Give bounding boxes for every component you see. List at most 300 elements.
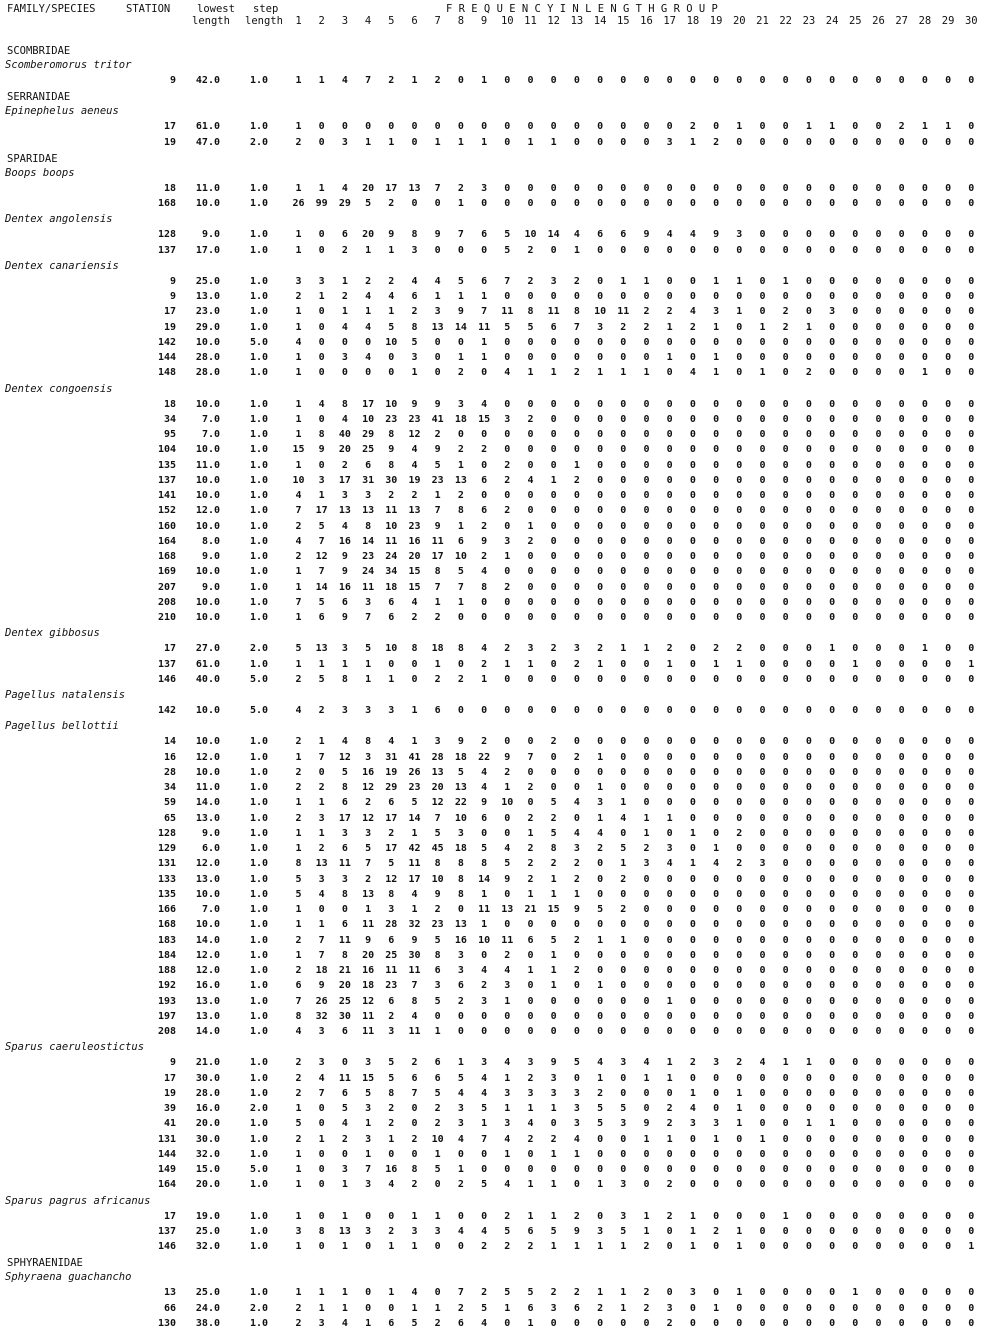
frequency-cell: 23 [385,980,398,992]
frequency-cell: 0 [736,75,743,86]
frequency-cell: 0 [805,1210,812,1222]
frequency-cell: 1 [295,919,302,931]
frequency-cell: 14 [547,229,560,241]
frequency-cell: 0 [875,121,882,133]
frequency-cell: 0 [829,336,836,348]
step-length-cell: 1.0 [249,949,268,961]
frequency-cell: 4 [504,1133,511,1145]
frequency-cell: 0 [921,1225,928,1237]
frequency-cell: 0 [643,551,650,562]
frequency-cell: 0 [782,1302,789,1314]
frequency-cell: 6 [550,321,557,333]
frequency-cell: 0 [852,244,859,256]
frequency-cell: 0 [527,566,534,578]
frequency-cell: 2 [643,306,650,318]
frequency-cell: 99 [315,198,328,209]
frequency-cell: 0 [759,995,766,1007]
frequency-cell: 5 [318,596,325,608]
frequency-cell: 2 [388,1010,395,1022]
step-length-cell: 1.0 [249,429,268,440]
frequency-cell: 0 [852,797,859,809]
frequency-cell: 0 [550,782,557,793]
frequency-cell: 0 [643,797,650,809]
lowest-length-cell: 9.0 [201,581,220,593]
frequency-cell: 9 [341,551,348,562]
frequency-cell: 1 [457,520,464,532]
frequency-cell: 5 [481,1302,488,1314]
frequency-cell: 0 [620,827,627,839]
frequency-cell: 0 [597,429,604,440]
frequency-cell: 1 [434,490,441,501]
frequency-cell: 3 [550,1072,557,1084]
frequency-cell: 0 [782,1225,789,1237]
frequency-cell: 2 [573,275,580,287]
frequency-cell: 0 [504,398,511,410]
step-length-cell: 2.0 [249,643,268,655]
lowest-length-cell: 11.0 [195,782,220,793]
frequency-cell: 0 [782,121,789,133]
frequency-cell: 0 [550,520,557,532]
frequency-cell: 0 [898,1179,905,1191]
frequency-cell: 0 [388,1210,395,1222]
frequency-cell: 0 [805,843,812,854]
frequency-title: F R E Q U E N C Y I N L E N G T H G R O U P [446,3,718,15]
frequency-cell: 3 [434,306,441,318]
frequency-cell: 1 [597,782,604,793]
frequency-cell: 11 [362,919,375,931]
frequency-cell: 0 [945,658,952,670]
species-name: Sphyraena guachancho [5,1271,132,1284]
frequency-cell: 2 [504,1241,511,1252]
frequency-cell: 0 [898,1317,905,1329]
frequency-cell: 0 [782,995,789,1007]
frequency-cell: 0 [318,136,325,148]
length-group-4: 4 [364,15,372,27]
lowest-length-cell: 28.0 [195,367,220,379]
frequency-cell: 0 [852,858,859,870]
frequency-cell: 0 [805,1179,812,1191]
frequency-cell: 0 [898,904,905,915]
lowest-length-cell: 10.0 [195,736,220,748]
frequency-cell: 5 [388,1057,395,1069]
frequency-cell: 11 [362,581,375,593]
frequency-cell: 1 [295,1287,302,1299]
lowest-length-cell: 10.0 [195,398,220,410]
frequency-cell: 0 [550,1010,557,1022]
frequency-cell: 9 [550,1057,557,1069]
step-length-cell: 1.0 [249,275,268,287]
frequency-cell: 0 [759,229,766,241]
frequency-cell: 2 [527,535,534,547]
frequency-cell: 0 [875,1118,882,1130]
frequency-cell: 0 [968,535,975,547]
frequency-cell: 7 [573,321,580,333]
frequency-cell: 0 [782,1087,789,1099]
frequency-cell: 13 [362,888,375,900]
frequency-cell: 41 [431,413,444,425]
frequency-cell: 0 [805,1148,812,1160]
frequency-cell: 0 [875,1010,882,1022]
frequency-cell: 1 [318,291,325,302]
frequency-cell: 0 [875,367,882,379]
step-length-cell: 1.0 [249,751,268,763]
frequency-cell: 1 [573,459,580,471]
frequency-cell: 0 [736,995,743,1007]
frequency-cell: 4 [713,858,720,870]
frequency-cell: 15 [408,581,421,593]
frequency-cell: 0 [713,751,720,763]
frequency-cell: 0 [921,673,928,685]
frequency-cell: 5 [457,566,464,578]
frequency-cell: 0 [550,413,557,425]
frequency-cell: 0 [597,919,604,931]
frequency-cell: 10 [454,551,467,562]
frequency-cell: 4 [411,1287,418,1299]
frequency-cell: 5 [550,1225,557,1237]
frequency-cell: 1 [713,321,720,333]
frequency-cell: 2 [295,520,302,532]
frequency-cell: 1 [620,934,627,946]
frequency-cell: 0 [643,1026,650,1037]
frequency-cell: 2 [365,797,372,809]
frequency-cell: 0 [573,980,580,992]
frequency-cell: 0 [805,535,812,547]
frequency-cell: 0 [550,244,557,256]
frequency-cell: 3 [689,1118,696,1130]
frequency-cell: 1 [341,306,348,318]
frequency-cell: 0 [875,949,882,961]
frequency-cell: 0 [782,1133,789,1145]
frequency-cell: 0 [805,1072,812,1084]
frequency-cell: 0 [504,520,511,532]
frequency-cell: 0 [597,995,604,1007]
frequency-cell: 0 [968,520,975,532]
frequency-cell: 0 [805,352,812,363]
frequency-cell: 0 [620,198,627,209]
frequency-cell: 2 [597,1302,604,1314]
frequency-cell: 0 [504,136,511,148]
frequency-cell: 1 [666,995,673,1007]
frequency-cell: 2 [434,429,441,440]
frequency-cell: 0 [921,75,928,86]
frequency-cell: 3 [620,1118,627,1130]
frequency-cell: 0 [666,505,673,517]
frequency-cell: 0 [805,782,812,793]
frequency-cell: 11 [408,965,421,976]
frequency-cell: 0 [713,244,720,256]
frequency-cell: 0 [643,1010,650,1022]
family-heading: SCOMBRIDAE [7,45,71,57]
frequency-cell: 0 [411,121,418,133]
frequency-cell: 0 [805,1225,812,1237]
frequency-cell: 0 [481,1010,488,1022]
frequency-cell: 0 [736,751,743,763]
station-cell: 144 [157,352,176,363]
lowest-length-cell: 40.0 [195,673,220,685]
frequency-cell: 0 [852,673,859,685]
frequency-cell: 0 [457,705,464,716]
frequency-cell: 0 [550,751,557,763]
frequency-cell: 0 [782,612,789,623]
frequency-cell: 3 [527,1087,534,1099]
frequency-cell: 0 [597,766,604,778]
frequency-cell: 0 [736,782,743,793]
frequency-cell: 0 [805,520,812,532]
frequency-cell: 0 [921,1317,928,1329]
frequency-cell: 4 [504,1179,511,1191]
frequency-cell: 2 [434,1103,441,1114]
frequency-cell: 1 [597,1287,604,1299]
frequency-cell: 0 [852,843,859,854]
frequency-cell: 0 [829,1225,836,1237]
species-name: Dentex angolensis [5,213,113,226]
frequency-cell: 0 [829,1103,836,1114]
frequency-cell: 0 [736,766,743,778]
species-name: Boops boops [5,166,75,179]
frequency-cell: 1 [550,965,557,976]
frequency-cell: 1 [295,566,302,578]
frequency-cell: 0 [968,1087,975,1099]
frequency-cell: 1 [689,1241,696,1252]
frequency-cell: 0 [689,1026,696,1037]
step-length-cell: 1.0 [249,444,268,456]
frequency-cell: 3 [620,1179,627,1191]
frequency-cell: 2 [550,812,557,824]
lowest-length-cell: 7.0 [201,904,220,915]
frequency-cell: 0 [411,658,418,670]
frequency-cell: 45 [431,843,444,854]
step-length-cell: 1.0 [249,1133,268,1145]
frequency-cell: 2 [341,244,348,256]
frequency-cell: 30 [338,1010,351,1022]
lowest-length-cell: 10.0 [195,336,220,348]
frequency-cell: 0 [457,904,464,915]
frequency-cell: 2 [295,1072,302,1084]
step-length-cell: 1.0 [249,797,268,809]
frequency-cell: 0 [620,766,627,778]
station-cell: 130 [157,1317,176,1329]
frequency-cell: 0 [945,244,952,256]
frequency-cell: 2 [481,444,488,456]
frequency-cell: 0 [481,705,488,716]
frequency-cell: 0 [782,1026,789,1037]
frequency-cell: 0 [666,291,673,302]
frequency-cell: 9 [481,797,488,809]
frequency-cell: 15 [478,413,491,425]
frequency-cell: 0 [527,444,534,456]
frequency-cell: 0 [805,291,812,302]
frequency-cell: 0 [759,444,766,456]
frequency-cell: 0 [852,459,859,471]
frequency-cell: 0 [597,858,604,870]
frequency-cell: 0 [968,413,975,425]
frequency-cell: 1 [504,1103,511,1114]
frequency-cell: 0 [921,858,928,870]
frequency-cell: 0 [689,1148,696,1160]
frequency-cell: 5 [504,244,511,256]
frequency-cell: 3 [365,1133,372,1145]
frequency-cell: 2 [736,858,743,870]
frequency-cell: 0 [736,965,743,976]
frequency-cell: 3 [573,1087,580,1099]
frequency-cell: 0 [898,1087,905,1099]
frequency-cell: 2 [666,1118,673,1130]
frequency-cell: 0 [898,566,905,578]
frequency-cell: 1 [341,1287,348,1299]
frequency-cell: 1 [782,275,789,287]
frequency-cell: 6 [573,1302,580,1314]
frequency-cell: 0 [689,1010,696,1022]
frequency-cell: 0 [921,306,928,318]
frequency-cell: 0 [945,873,952,885]
frequency-cell: 3 [457,965,464,976]
frequency-cell: 1 [341,658,348,670]
species-name: Dentex congoensis [5,382,113,395]
species-name: Epinephelus aeneus [5,105,119,118]
frequency-cell: 0 [805,1241,812,1252]
step-length-cell: 1.0 [249,566,268,578]
frequency-cell: 2 [481,1241,488,1252]
frequency-cell: 0 [898,980,905,992]
frequency-cell: 12 [315,551,328,562]
frequency-cell: 0 [759,306,766,318]
frequency-cell: 0 [782,812,789,824]
frequency-cell: 0 [968,782,975,793]
frequency-cell: 4 [481,1225,488,1237]
frequency-cell: 0 [713,965,720,976]
frequency-cell: 5 [620,1225,627,1237]
frequency-cell: 0 [620,751,627,763]
frequency-cell: 0 [759,888,766,900]
frequency-cell: 11 [362,1010,375,1022]
frequency-cell: 8 [411,995,418,1007]
frequency-cell: 2 [504,474,511,486]
station-cell: 197 [157,1010,176,1022]
frequency-cell: 0 [736,797,743,809]
frequency-cell: 0 [620,490,627,501]
frequency-cell: 0 [921,658,928,670]
frequency-cell: 6 [341,1087,348,1099]
frequency-cell: 1 [713,275,720,287]
frequency-cell: 9 [318,980,325,992]
frequency-cell: 0 [550,444,557,456]
frequency-cell: 0 [643,980,650,992]
frequency-cell: 0 [921,873,928,885]
frequency-cell: 2 [388,75,395,86]
frequency-cell: 0 [875,490,882,501]
frequency-cell: 0 [713,198,720,209]
frequency-cell: 0 [782,919,789,931]
frequency-cell: 0 [759,705,766,716]
frequency-cell: 1 [550,949,557,961]
frequency-cell: 2 [295,782,302,793]
frequency-cell: 0 [434,198,441,209]
frequency-cell: 0 [875,1164,882,1175]
frequency-cell: 0 [713,812,720,824]
frequency-cell: 0 [550,551,557,562]
frequency-cell: 0 [852,444,859,456]
frequency-cell: 0 [805,75,812,86]
frequency-cell: 0 [365,367,372,379]
frequency-cell: 10 [385,520,398,532]
frequency-cell: 0 [504,291,511,302]
frequency-cell: 0 [759,827,766,839]
frequency-cell: 3 [365,827,372,839]
frequency-cell: 3 [759,858,766,870]
frequency-cell: 32 [315,1010,328,1022]
frequency-cell: 0 [898,812,905,824]
frequency-cell: 0 [689,535,696,547]
frequency-cell: 0 [875,474,882,486]
frequency-cell: 0 [620,429,627,440]
frequency-cell: 2 [481,520,488,532]
frequency-cell: 0 [713,873,720,885]
frequency-cell: 0 [689,673,696,685]
frequency-cell: 0 [550,596,557,608]
frequency-cell: 0 [713,919,720,931]
frequency-cell: 0 [597,873,604,885]
frequency-cell: 0 [457,1026,464,1037]
frequency-cell: 6 [457,980,464,992]
station-cell: 137 [157,658,176,670]
frequency-cell: 0 [713,505,720,517]
frequency-cell: 0 [968,1010,975,1022]
frequency-cell: 0 [875,1148,882,1160]
frequency-cell: 1 [295,1103,302,1114]
frequency-cell: 0 [782,535,789,547]
frequency-cell: 2 [295,965,302,976]
frequency-cell: 2 [643,1241,650,1252]
frequency-cell: 34 [385,566,398,578]
frequency-cell: 0 [643,782,650,793]
frequency-cell: 0 [945,413,952,425]
frequency-cell: 0 [689,551,696,562]
station-cell: 135 [157,459,176,471]
station-cell: 164 [157,1179,176,1191]
frequency-cell: 0 [829,766,836,778]
frequency-cell: 1 [295,1241,302,1252]
frequency-cell: 0 [736,1148,743,1160]
frequency-cell: 0 [736,136,743,148]
frequency-cell: 0 [852,612,859,623]
frequency-cell: 19 [385,766,398,778]
frequency-cell: 20 [408,551,421,562]
frequency-cell: 0 [852,812,859,824]
frequency-cell: 13 [454,919,467,931]
frequency-cell: 0 [829,459,836,471]
frequency-cell: 6 [411,1072,418,1084]
frequency-cell: 3 [365,1179,372,1191]
frequency-cell: 0 [968,827,975,839]
frequency-cell: 1 [736,306,743,318]
frequency-cell: 2 [713,1225,720,1237]
frequency-cell: 0 [481,121,488,133]
station-cell: 141 [157,490,176,501]
frequency-cell: 0 [782,1241,789,1252]
frequency-cell: 0 [643,520,650,532]
frequency-cell: 7 [365,75,372,86]
station-cell: 129 [157,843,176,854]
frequency-cell: 1 [504,1302,511,1314]
frequency-cell: 0 [689,520,696,532]
frequency-cell: 9 [643,1118,650,1130]
frequency-cell: 0 [898,782,905,793]
frequency-cell: 1 [805,1057,812,1069]
frequency-cell: 0 [759,658,766,670]
frequency-cell: 1 [713,1133,720,1145]
frequency-cell: 1 [527,367,534,379]
frequency-cell: 0 [875,919,882,931]
